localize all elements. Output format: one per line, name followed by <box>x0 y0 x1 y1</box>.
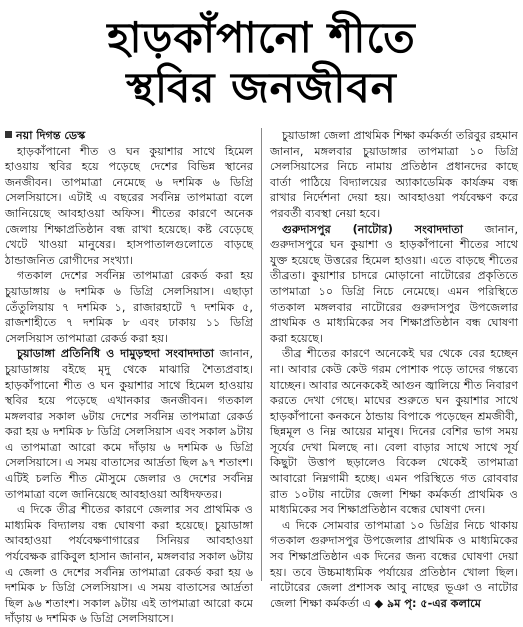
article-column-left <box>5 128 253 626</box>
article-paragraph: চুয়াডাঙ্গা প্রতিনিধি ও দামুড়হুদা সংবাদদাতা জানান, চুয়াডাঙ্গায় বইছে মৃদু থেকে মাঝারি শৈত্যপ্রবাহ। হাড়কাঁপানো শীত ও ঘন কুয়াশার সাথে হিমেল হাওয়ায় স্থবির হয়ে পড়েছে এখানকার জনজীবন। গতকাল মঙ্গলবার সকাল ৬টায় দেশের সর্বনিম্ন তাপমাত্রা রেকর্ড করা হয় ৬ দশমিক ৮ ডিগ্রি সেলসিয়াস এবং সকাল ৯টায় এ তাপমাত্রা আরো কমে দাঁড়ায় ৬ দশমিক ৬ ডিগ্রি সেলসিয়াসে। এ সময় বাতাসের আর্দ্রতা ছিল ৯৭ শতাংশ। এটিই চলতি শীত মৌসুমে জেলার ও দেশের সর্বনিম্ন তাপমাত্রা বলে জানিয়েছে আবহাওয়া অধিদফতর। <box>5 347 253 501</box>
article-paragraph: গুরুদাসপুর (নাটোর) সংবাদদাতা জানান, গুরুদাসপুরে ঘন কুয়াশা ও হাড়কাঁপানো শীতের সাথে যুক্ত হয়েছে উত্তরের হিমেল হাওয়া। এতে বাড়ছে শীতের তীব্রতা। কুয়াশার চাদরে মোড়ানো নাটোরের প্রকৃতিতে তাপমাত্রা ১০ ডিগ্রি নিচে নেমেছে। এমন পরিস্থিতে গতকাল মঙ্গলবার নাটোরের গুরুদাসপুর উপজেলার প্রাথমিক ও মাধ্যমিকের সব শিক্ষাপ্রতিষ্ঠান বন্ধ ঘোষণা করা হয়েছে। <box>270 222 519 345</box>
column-divider <box>261 128 262 581</box>
headline-line-2: স্থবির জনজীবন <box>126 63 397 112</box>
byline: গুরুদাসপুর (নাটোর) সংবাদদাতা <box>282 222 464 236</box>
article-paragraph: গতকাল দেশের সর্বনিম্ন তাপমাত্রা রেকর্ড করা হয় চুয়াডাঙ্গায় ৬ দশমিক ৬ ডিগ্রি সেলসিয়াস। এছাড়া তেঁতুলিয়ায় ৭ দশমিক ১, রাজারহাটে ৭ দশমিক ৫, রাজশাহীতে ৭ দশমিক ৮ এবং ঢাকায় ১১ ডিগ্রি সেলসিয়াস তাপমাত্রা রেকর্ড করা হয়। <box>5 269 253 345</box>
continuation-note[interactable]: ◆ ৯ম পৃ: ৫-এর কলামে <box>374 596 481 610</box>
article-paragraph: হাড়কাঁপানো শীত ও ঘন কুয়াশার সাথে হিমেল হাওয়ায় স্থবির হয়ে পড়েছে দেশের বিভিন্ন স্থানের জনজীবন। তাপমাত্রা নেমেছে ৬ দশমিক ৬ ডিগ্রি সেলসিয়াসে। এটাই এ বছরের সর্বনিম্ন তাপমাত্রা বলে জানিয়েছে আবহাওয়া অফিস। শীতের কারণে অনেক জেলায় শিক্ষাপ্রতিষ্ঠান বন্ধ রাখা হয়েছে। কষ্ট বেড়েছে খেটে খাওয়া মানুষের। হাসপাতালগুলোতে বাড়ছে ঠান্ডাজনিত রোগীদের সংখ্যা। <box>5 144 253 267</box>
article-paragraph: চুয়াডাঙ্গা জেলা প্রাথমিক শিক্ষা কর্মকর্তা তরিবুর রহমান জানান, মঙ্গলবার চুয়াডাঙ্গার তাপমাত্রা ১০ ডিগ্রি সেলসিয়াসের নিচে নামায় প্রতিষ্ঠান প্রধানদের কাছে বার্তা পাঠিয়ে বিদ্যালয়ের অ্যাকাডেমিক কার্যক্রম বন্ধ রাখার নির্দেশনা দেয়া হয়। আবহাওয়া পর্যবেক্ষণ করে পরবর্তী ব্যবস্থা নেয়া হবে। <box>270 129 518 220</box>
continuation-text: ৯ম পৃ: ৫-এর কলামে <box>387 596 481 610</box>
dateline-text: নয়া দিগন্ত ডেস্ক <box>16 129 86 142</box>
article-paragraph-text: এ দিকে সোমবার তাপমাত্রা ১০ ডিগ্রির নিচে থাকায় গতকাল গুরুদাসপুর উপজেলার প্রাথমিক ও মাধ্যমিকের সব শিক্ষাপ্রতিষ্ঠান এক দিনের জন্য বন্ধের ঘোষণা দেয়া হয়। তবে উচ্চমাধ্যমিক পর্যায়ের প্রতিষ্ঠান খোলা ছিল। নাটোরের জেলা প্রশাসক আবু নাছের ভূঞা ও নাটোর জেলা শিক্ষা কর্মকর্তা এ <box>270 518 518 610</box>
article-paragraph-last <box>270 518 518 612</box>
headline-line-1: হাড়কাঁপানো শীতে <box>107 13 416 62</box>
article-paragraph: তীব্র শীতের কারণে অনেকেই ঘর থেকে বের হচ্ছেন না। আবার কেউ কেউ গরম পোশাক পড়ে তাদের গন্তব্যে যাচ্ছেন। আবার অনেককেই আগুন জ্বালিয়ে শীত নিবারণ করতে দেখা গেছে। মাঘের শুরুতে ঘন কুয়াশার সাথে হাড়কাঁপানো কনকনে ঠান্ডায় বিপাকে পড়েছেন শ্রমজীবী, ছিন্নমূল ও নিম্ন আয়ের মানুষ। দিনের বেশির ভাগ সময় সূর্যের দেখা মিলছে না। বেলা বাড়ার সাথে সাথে সূর্য কিছুটা উত্তাপ ছড়ালেও বিকেল থেকেই তাপমাত্রা আবারো নিম্নগামী হচ্ছে। এমন পরিস্থিতে গত রোববার রাত ১০টায় নাটোর জেলা শিক্ষা কর্মকর্তা প্রাথমিক ও মাধ্যমিকের সব শিক্ষাপ্রতিষ্ঠান বন্ধের ঘোষণা দেন। <box>270 347 518 517</box>
article-paragraph: এ দিকে তীব্র শীতের কারণে জেলার সব প্রাথমিক ও মাধ্যমিক বিদ্যালয় বন্ধ ঘোষণা করা হয়েছে। চুয়াডাঙ্গা আবহাওয়া পর্যবেক্ষণাগারের সিনিয়র আবহাওয়া পর্যবেক্ষক রাকিবুল হাসান জানান, মঙ্গলবার সকাল ৬টায় এ জেলা ও দেশের সর্বনিম্ন তাপমাত্রা রেকর্ড করা হয় ৬ দশমিক ৮ ডিগ্রি সেলসিয়াস। এ সময় বাতাসের আর্দ্রতা ছিল ৯৬ শতাংশ। সকাল ৯টায় এই তাপমাত্রা আরো কমে দাঁড়ায় ৬ দশমিক ৬ ডিগ্রি সেলসিয়াসে। <box>5 503 253 626</box>
dateline <box>5 128 253 144</box>
article-column-right <box>270 128 519 610</box>
byline: চুয়াডাঙ্গা প্রতিনিধি ও দামুড়হুদা সংবাদদাতা <box>17 347 215 361</box>
square-bullet-icon <box>5 131 12 138</box>
